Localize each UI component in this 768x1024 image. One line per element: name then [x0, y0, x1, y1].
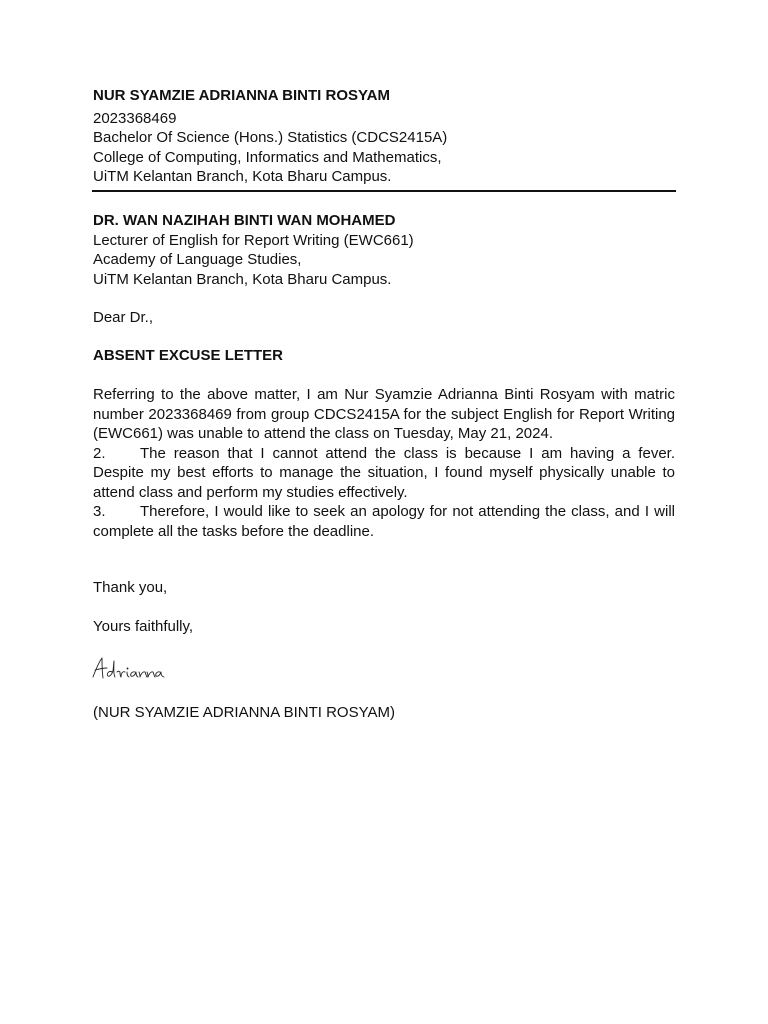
closing-valediction: Yours faithfully,: [93, 618, 194, 635]
recipient-campus: UiTM Kelantan Branch, Kota Bharu Campus.: [93, 270, 392, 288]
signed-name-block: [93, 703, 675, 723]
closing-thanks: Thank you,: [93, 579, 168, 596]
sender-program: Bachelor Of Science (Hons.) Statistics (CDCS2415A): [93, 129, 448, 146]
sender-college: College of Computing, Informatics and Mathematics,: [93, 148, 442, 166]
paragraph-2-number: 2.: [93, 444, 106, 462]
sender-matric: 2023368469: [93, 109, 177, 127]
sender-block: [93, 86, 675, 187]
recipient-block: [93, 211, 675, 289]
recipient-name: DR. WAN NAZIHAH BINTI WAN MOHAMED: [93, 212, 396, 229]
signed-name: (NUR SYAMZIE ADRIANNA BINTI ROSYAM): [93, 704, 395, 721]
paragraph-3-text: Therefore, I would like to seek an apology for not attending the class, and I will complete all the tasks before the deadline.: [93, 503, 675, 540]
paragraph-2: [93, 444, 675, 503]
recipient-academy: Academy of Language Studies,: [93, 251, 302, 268]
subject-block: [93, 346, 675, 366]
handwritten-signature: [90, 653, 170, 685]
closing-thanks-block: [93, 578, 675, 598]
subject-heading: ABSENT EXCUSE LETTER: [93, 347, 284, 364]
paragraph-3: [93, 502, 675, 541]
recipient-role: Lecturer of English for Report Writing (EWC661): [93, 231, 414, 249]
sender-name: NUR SYAMZIE ADRIANNA BINTI ROSYAM: [93, 87, 390, 104]
salutation-block: [93, 308, 675, 328]
header-divider: [92, 190, 676, 192]
paragraph-3-number: 3.: [93, 503, 106, 520]
salutation: Dear Dr.,: [93, 309, 154, 326]
sender-campus: UiTM Kelantan Branch, Kota Bharu Campus.: [93, 168, 392, 185]
closing-valediction-block: [93, 617, 675, 637]
paragraph-2-text: The reason that I cannot attend the class is because I am having a fever. Despite my best efforts to manage the situation, I found myself physically unable to attend class and perform my studies effectively.: [93, 444, 675, 501]
letter-body: [93, 385, 675, 541]
paragraph-1: Referring to the above matter, I am Nur Syamzie Adrianna Binti Rosyam with matric number 2023368469 from group CDCS2415A for the subject English for Report Writing (EWC661) was unable to attend the class on Tuesday, May 21, 2024.: [93, 386, 675, 442]
